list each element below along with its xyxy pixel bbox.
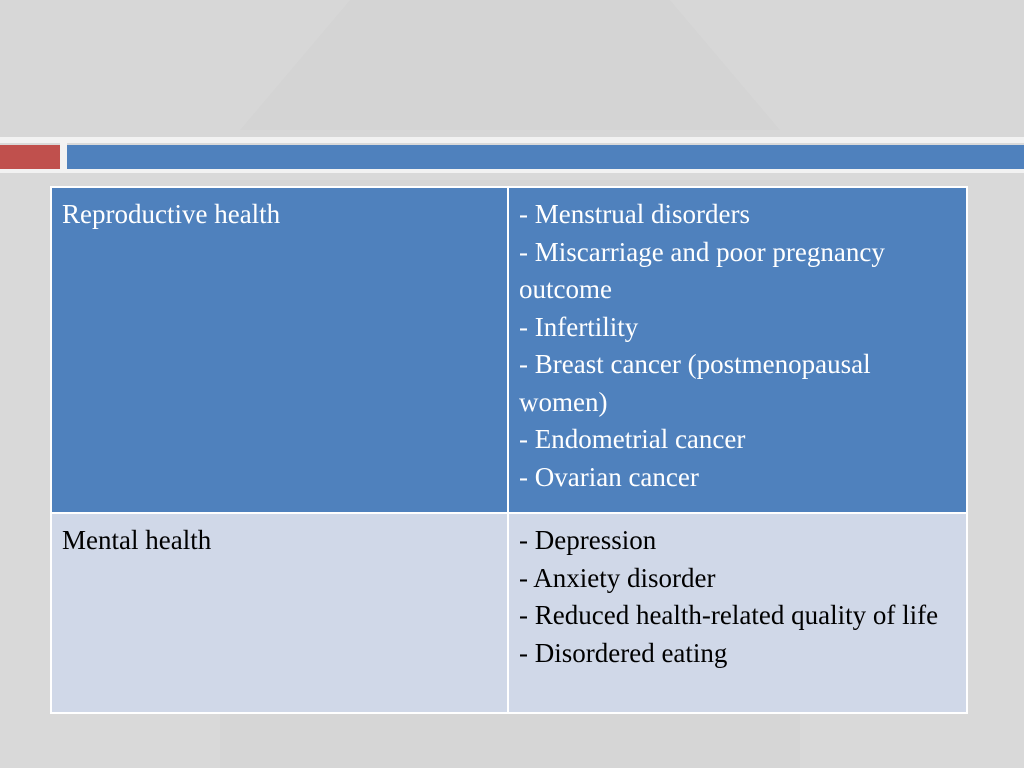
list-item: - Menstrual disorders (519, 199, 750, 229)
list-item: - Depression (519, 525, 657, 555)
conditions-cell (508, 187, 967, 513)
category-cell (51, 513, 508, 713)
category-label: Mental health (62, 525, 212, 555)
health-effects-table (50, 186, 968, 714)
accent-bar-gap (60, 143, 67, 171)
list-item: - Disordered eating (519, 637, 728, 668)
list-item: - Breast cancer (postmenopausal women) (519, 349, 871, 417)
category-cell (51, 187, 508, 513)
list-item: - Anxiety disorder (519, 562, 716, 593)
list-item: - Endometrial cancer (519, 424, 746, 454)
list-item: - Miscarriage and poor pregnancy outcome (519, 236, 885, 304)
conditions-cell (508, 513, 967, 713)
category-label: Reproductive health (62, 199, 281, 229)
header-divider-lower (0, 169, 1024, 173)
list-item: - Infertility (519, 311, 639, 342)
accent-bar-blue (67, 145, 1024, 169)
list-item: - Reduced health-related quality of life (519, 600, 939, 630)
table-row (51, 187, 967, 513)
list-item: - Ovarian cancer (519, 461, 699, 492)
header-divider (0, 137, 1024, 143)
accent-bar-red (0, 145, 60, 169)
table-row (51, 513, 967, 713)
